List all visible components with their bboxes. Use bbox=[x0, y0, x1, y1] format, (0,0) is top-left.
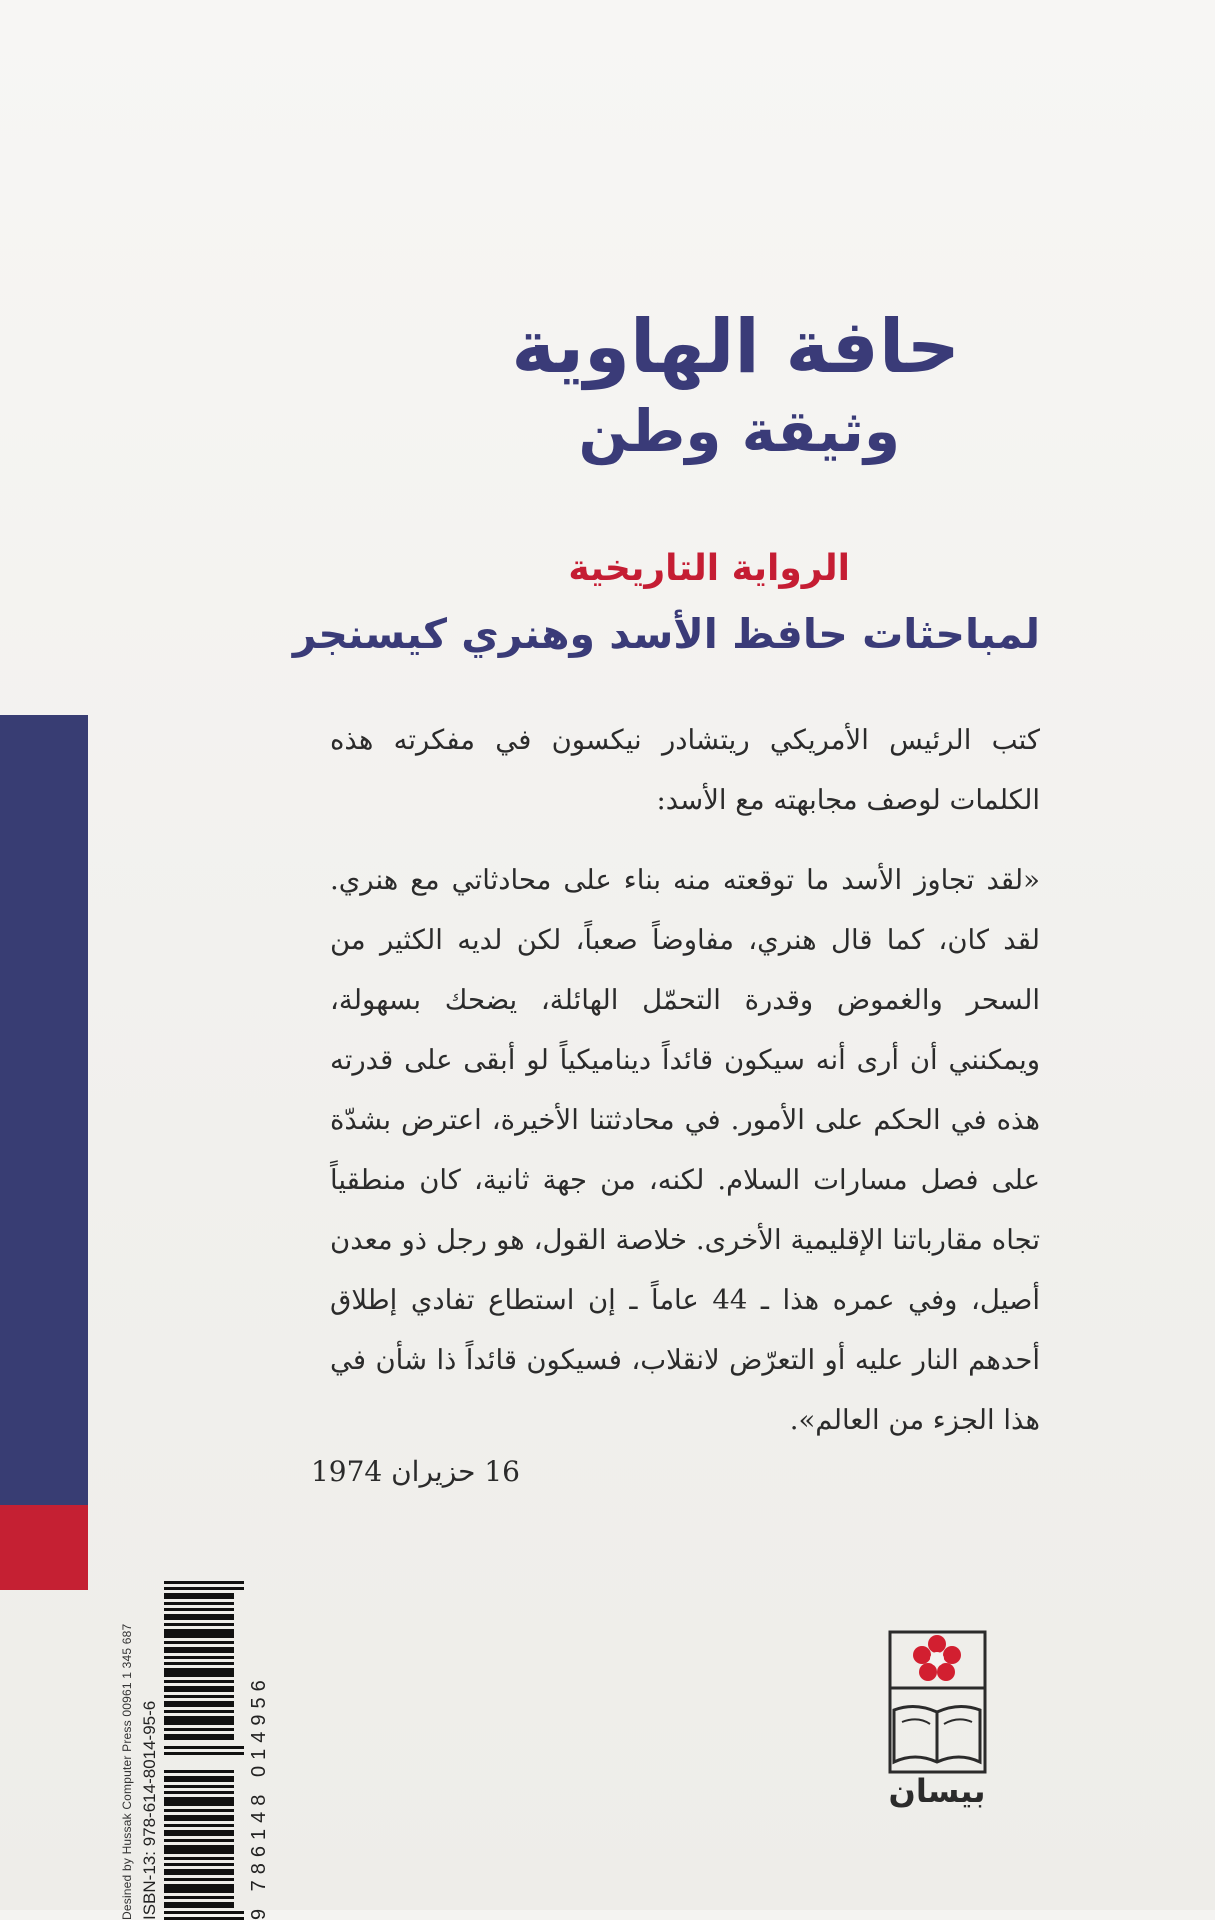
spine-blue-band bbox=[0, 715, 88, 1505]
spine-red-band bbox=[0, 1505, 88, 1590]
nixon-quote: «لقد تجاوز الأسد ما توقعته منه بناء على محادثاتي مع هنري. لقد كان، كما قال هنري، مفاوضاً صعباً، لكن لديه الكثير من السحر والغموض وقدرة التحمّل الهائلة، يضحك بسهولة، ويمكنني أن أرى أنه سيكون قائداً ديناميكياً لو أبقى على قدرته هذه في الحكم على الأمور. في محادثتنا الأخيرة، اعترض بشدّة على فصل مسارات السلام. لكنه، من جهة ثانية، كان منطقياً تجاه مقارباتنا الإقليمية الأخرى. خلاصة القول، هو رجل ذو معدن أصيل، وفي عمره هذا ـ 44 عاماً ـ إن استطاع تفادي إطلاق أحدهم النار عليه أو التعرّض لانقلاب، فسيكون قائداً ذا شأن في هذا الجزء من العالم». bbox=[330, 864, 1040, 1436]
quote-date: 16 حزيران 1974 bbox=[310, 1455, 520, 1488]
ean-digits: 9 786148 014956 bbox=[248, 1674, 270, 1920]
book-title: حافة الهاوية bbox=[511, 304, 960, 390]
title-block bbox=[511, 304, 960, 465]
barcode-icon bbox=[164, 1570, 244, 1920]
isbn-number: ISBN-13: 978-614-8014-95-6 bbox=[140, 1700, 159, 1920]
publisher-logo-icon bbox=[880, 1630, 995, 1780]
kicker-line-2: لمباحثات حافظ الأسد وهنري كيسنجر bbox=[292, 610, 1040, 658]
book-subtitle: وثيقة وطن bbox=[578, 397, 900, 465]
barcode-rotated-group bbox=[120, 1550, 275, 1920]
kicker-line-1: الرواية التاريخية bbox=[568, 548, 850, 589]
barcode-area bbox=[120, 1550, 275, 1920]
intro-paragraph: كتب الرئيس الأمريكي ريتشادر نيكسون في مفكرته هذه الكلمات لوصف مجابهته مع الأسد: bbox=[330, 724, 1040, 816]
designer-credit: Desined by Hussak Computer Press 00961 1 345 687 bbox=[120, 1623, 134, 1920]
publisher-name: بيسان bbox=[888, 1772, 986, 1810]
